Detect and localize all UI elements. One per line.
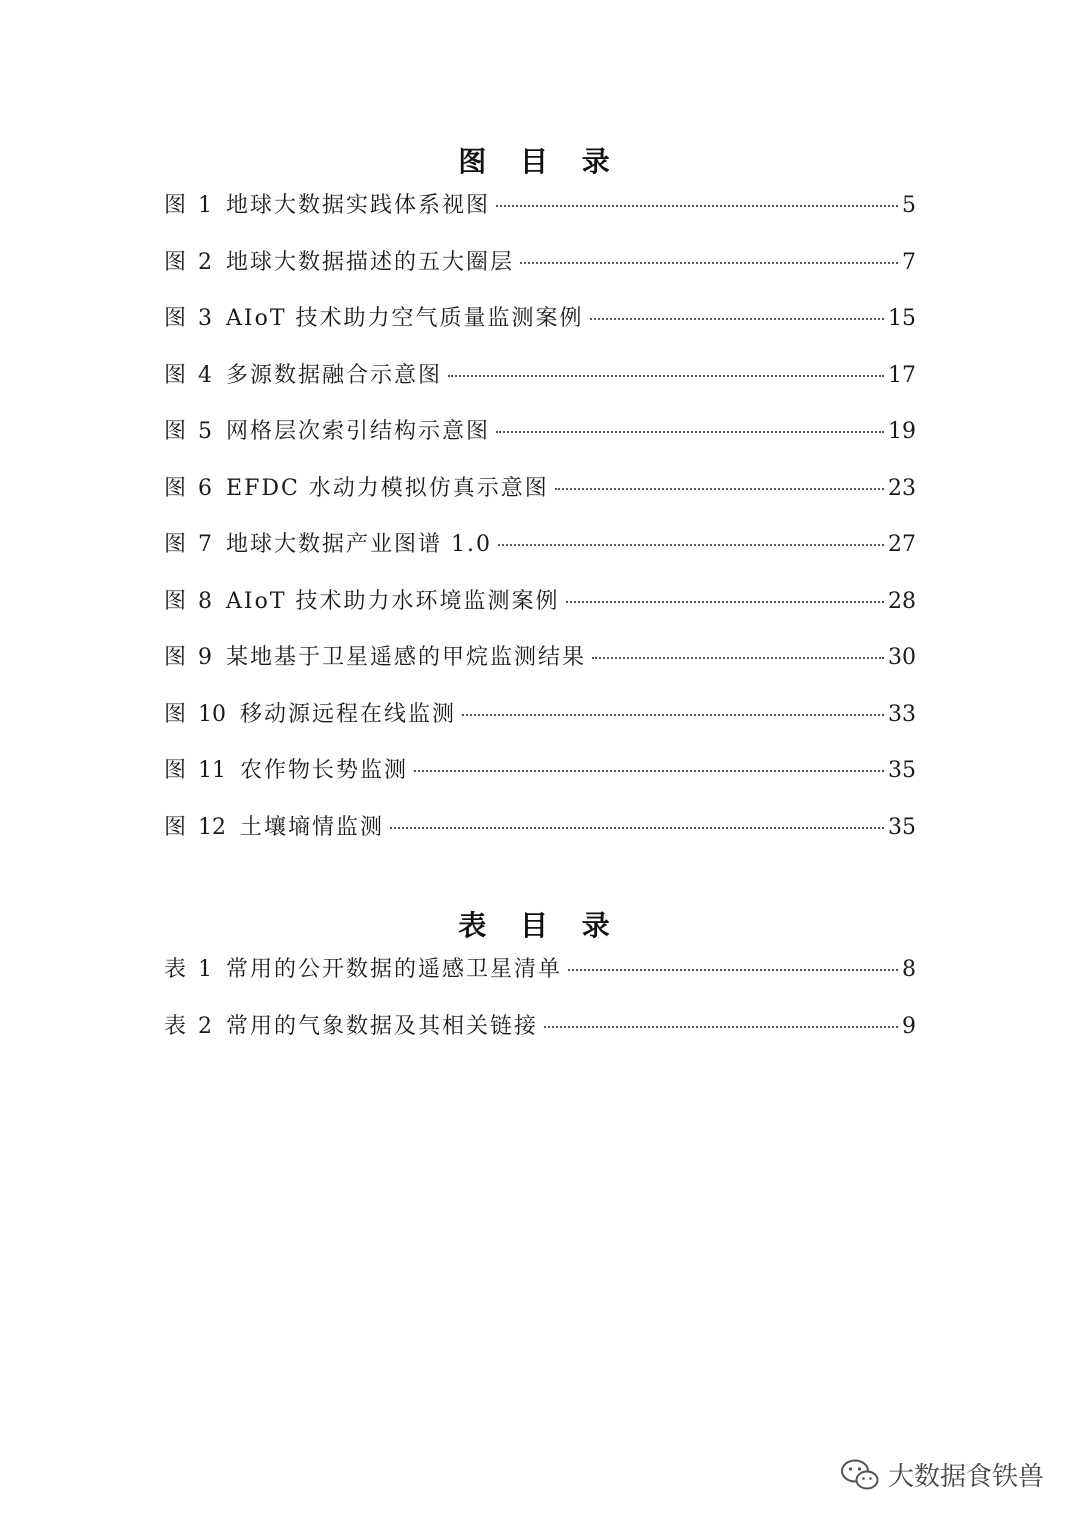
figure-toc-entry[interactable] xyxy=(164,471,916,528)
toc-entry-title: 土壤墒情监测 xyxy=(240,814,385,840)
figure-toc-entry[interactable] xyxy=(164,358,916,415)
toc-entry-label xyxy=(164,584,560,615)
dot-leader xyxy=(568,969,898,971)
toc-entry-label xyxy=(164,358,442,389)
toc-entry-title: 常用的公开数据的遥感卫星清单 xyxy=(226,957,563,982)
toc-entry-page-number: 33 xyxy=(888,701,916,727)
toc-entry-prefix: 图 xyxy=(164,249,189,275)
table-toc-entry[interactable] xyxy=(164,1009,916,1066)
toc-entry-title: 农作物长势监测 xyxy=(240,758,409,783)
dot-leader xyxy=(414,770,884,772)
toc-entry-number: 9 xyxy=(198,645,213,670)
toc-entry-number: 11 xyxy=(198,758,227,783)
toc-entry-title: 地球大数据实践体系视图 xyxy=(226,193,491,218)
toc-entry-prefix: 图 xyxy=(164,701,189,727)
toc-entry-label xyxy=(164,527,492,558)
toc-entry-page-number: 30 xyxy=(888,645,916,670)
toc-entry-prefix: 图 xyxy=(164,306,189,331)
toc-entry-title: 某地基于卫星遥感的甲烷监测结果 xyxy=(226,645,587,670)
toc-entry-label xyxy=(164,1009,538,1040)
dot-leader xyxy=(544,1026,898,1028)
figure-toc-entry[interactable] xyxy=(164,414,916,471)
toc-entry-page-number: 35 xyxy=(888,758,916,783)
toc-entry-title: 多源数据融合示意图 xyxy=(226,362,443,388)
toc-entry-number: 6 xyxy=(198,475,213,501)
toc-entry-title: 地球大数据描述的五大圈层 xyxy=(226,249,515,275)
toc-entry-number: 2 xyxy=(198,249,213,275)
toc-entry-number: 7 xyxy=(198,532,213,557)
toc-entry-page-number: 15 xyxy=(888,306,916,331)
figure-toc-entry[interactable] xyxy=(164,245,916,302)
toc-entry-number: 5 xyxy=(198,419,213,444)
figure-toc-entry[interactable] xyxy=(164,188,916,245)
toc-entry-page-number: 8 xyxy=(902,957,916,982)
toc-entry-label xyxy=(164,301,584,332)
toc-entry-label xyxy=(164,810,384,841)
dot-leader xyxy=(592,657,884,659)
toc-entry-page-number: 35 xyxy=(888,814,916,840)
toc-entry-prefix: 图 xyxy=(164,475,189,501)
toc-entry-label xyxy=(164,640,586,671)
toc-entry-label xyxy=(164,753,408,784)
dot-leader xyxy=(555,488,884,490)
toc-entry-page-number: 7 xyxy=(902,249,916,275)
toc-entry-page-number: 28 xyxy=(888,588,916,614)
toc-entry-page-number: 27 xyxy=(888,532,916,557)
toc-entry-number: 8 xyxy=(198,588,213,614)
dot-leader xyxy=(462,714,884,716)
toc-entry-page-number: 23 xyxy=(888,475,916,501)
tables-section-title: 表 目 录 xyxy=(458,909,622,942)
toc-entry-label xyxy=(164,697,456,728)
dot-leader xyxy=(520,262,898,264)
watermark-text: 大数据食铁兽 xyxy=(887,1462,1044,1492)
toc-entry-title: AIoT 技术助力水环境监测案例 xyxy=(226,588,560,614)
toc-entry-prefix: 图 xyxy=(164,814,189,840)
toc-entry-number: 1 xyxy=(198,957,213,982)
figure-toc-entry[interactable] xyxy=(164,527,916,584)
toc-entry-label xyxy=(164,952,562,983)
dot-leader xyxy=(590,318,884,320)
wechat-icon xyxy=(840,1458,880,1492)
dot-leader xyxy=(496,431,884,433)
dot-leader xyxy=(448,375,884,377)
toc-entry-page-number: 19 xyxy=(888,419,916,444)
figure-toc-entry[interactable] xyxy=(164,753,916,810)
toc-entry-prefix: 表 xyxy=(164,957,189,982)
toc-entry-prefix: 图 xyxy=(164,193,189,218)
toc-entry-label xyxy=(164,414,490,445)
toc-entry-label xyxy=(164,471,549,502)
toc-entry-prefix: 图 xyxy=(164,758,189,783)
toc-entry-number: 1 xyxy=(198,193,213,218)
toc-entry-prefix: 图 xyxy=(164,532,189,557)
toc-entry-number: 12 xyxy=(198,814,227,840)
toc-entry-page-number: 9 xyxy=(902,1013,916,1039)
figures-toc-list xyxy=(164,188,916,866)
watermark xyxy=(840,1456,1044,1493)
figure-toc-entry[interactable] xyxy=(164,640,916,697)
toc-entry-page-number: 5 xyxy=(902,193,916,218)
toc-entry-label xyxy=(164,245,514,276)
dot-leader xyxy=(496,205,898,207)
toc-entry-title: AIoT 技术助力空气质量监测案例 xyxy=(226,306,584,331)
toc-entry-number: 2 xyxy=(198,1013,213,1039)
toc-entry-title: 常用的气象数据及其相关链接 xyxy=(226,1013,539,1039)
toc-entry-prefix: 图 xyxy=(164,419,189,444)
toc-entry-prefix: 图 xyxy=(164,588,189,614)
toc-entry-title: EFDC 水动力模拟仿真示意图 xyxy=(226,475,549,501)
toc-entry-number: 4 xyxy=(198,362,213,388)
tables-toc-list xyxy=(164,952,916,1065)
toc-entry-prefix: 图 xyxy=(164,362,189,388)
dot-leader xyxy=(390,827,884,829)
toc-entry-label xyxy=(164,188,490,219)
toc-entry-number: 10 xyxy=(198,701,227,727)
toc-entry-prefix: 表 xyxy=(164,1013,189,1039)
toc-entry-prefix: 图 xyxy=(164,645,189,670)
toc-entry-title: 移动源远程在线监测 xyxy=(240,701,457,727)
toc-entry-title: 地球大数据产业图谱 1.0 xyxy=(226,532,492,557)
figure-toc-entry[interactable] xyxy=(164,584,916,641)
toc-entry-title: 网格层次索引结构示意图 xyxy=(226,419,491,444)
dot-leader xyxy=(498,544,884,546)
figure-toc-entry[interactable] xyxy=(164,301,916,358)
figures-section-title: 图 目 录 xyxy=(458,145,622,178)
toc-entry-page-number: 17 xyxy=(888,362,916,388)
figure-toc-entry[interactable] xyxy=(164,697,916,754)
figure-toc-entry[interactable] xyxy=(164,810,916,867)
dot-leader xyxy=(566,601,884,603)
toc-entry-number: 3 xyxy=(198,306,213,331)
table-toc-entry[interactable] xyxy=(164,952,916,1009)
